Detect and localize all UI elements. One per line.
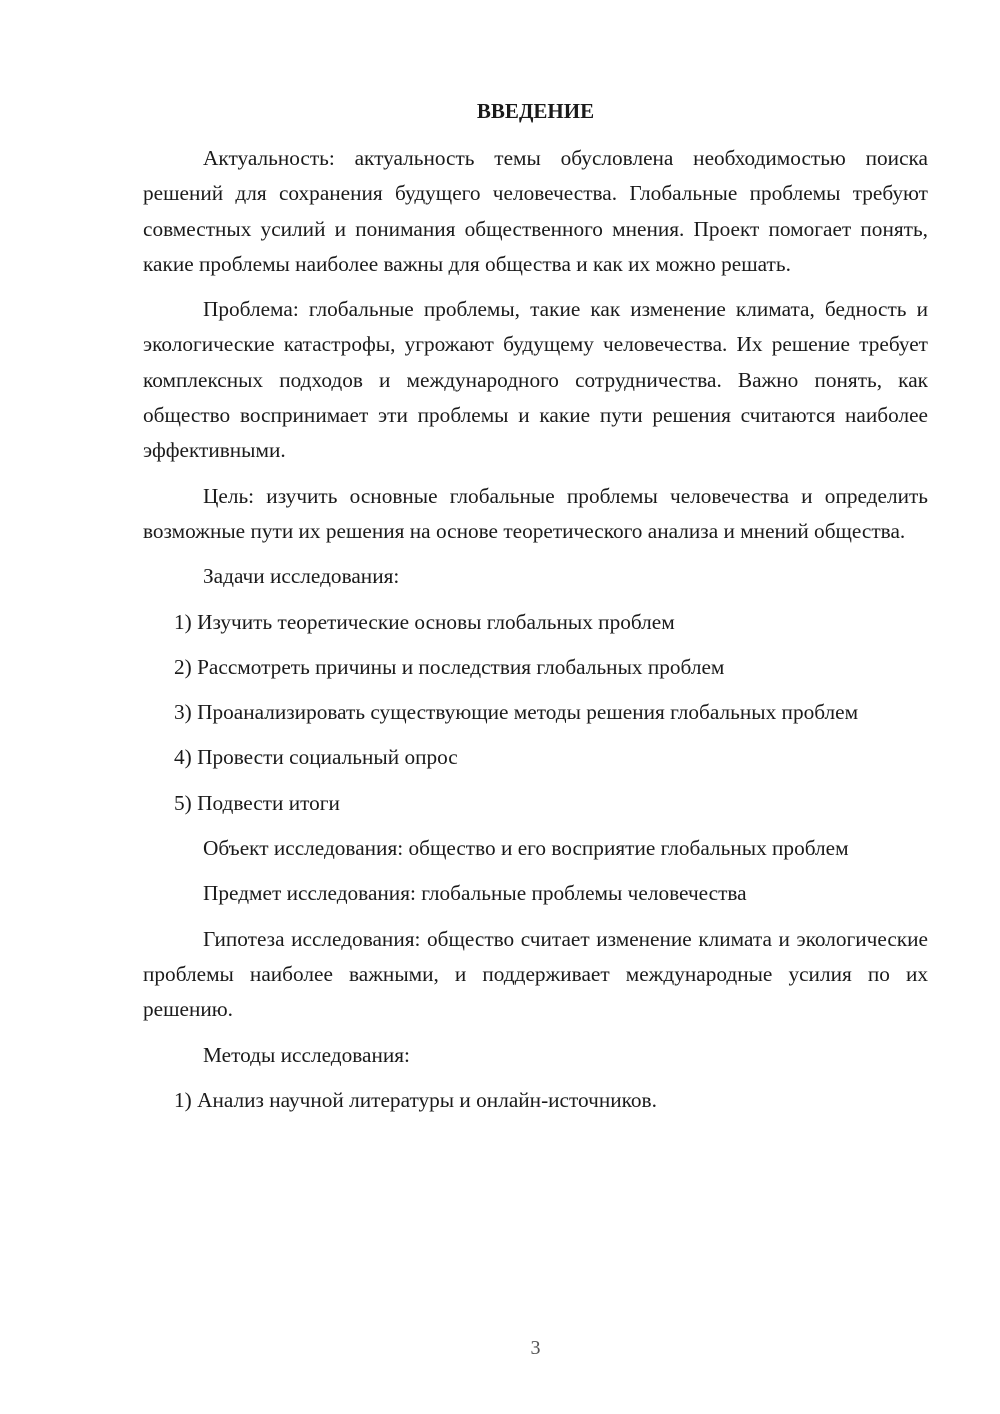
methods-heading: Методы исследования:	[203, 1042, 410, 1067]
page-number: 3	[530, 1337, 541, 1359]
goal-paragraph: Цель: изучить основные глобальные проблемы человечества и определить возможные пути их решения на основе теоретического анализа и мнений общества.	[143, 483, 928, 543]
document-page	[143, 0, 928, 1414]
subject-paragraph: Предмет исследования: глобальные проблемы человечества	[203, 881, 747, 906]
hypothesis-paragraph: Гипотеза исследования: общество считает изменение климата и экологические проблемы наиболее важными, и поддерживает международные усилия по их решению.	[143, 926, 928, 1022]
task-item-5: 5) Подвести итоги	[174, 790, 340, 815]
task-item-2: 2) Рассмотреть причины и последствия глобальных проблем	[174, 654, 725, 679]
task-item-3: 3) Проанализировать существующие методы решения глобальных проблем	[174, 700, 859, 725]
task-item-1: 1) Изучить теоретические основы глобальных проблем	[174, 609, 675, 634]
problem-paragraph: Проблема: глобальные проблемы, такие как изменение климата, бедность и экологические катастрофы, угрожают будущему человечества. Их решение требует комплексных подходов и международного сотрудничества. Важно понять, как общество воспринимает эти проблемы и какие пути решения считаются наиболее эффективными.	[143, 297, 928, 463]
method-item-1: 1) Анализ научной литературы и онлайн-источников.	[174, 1087, 657, 1112]
task-item-4: 4) Провести социальный опрос	[174, 745, 458, 770]
document-body	[143, 141, 928, 1118]
relevance-paragraph: Актуальность: актуальность темы обусловлена необходимостью поиска решений для сохранения будущего человечества. Глобальные проблемы требуют совместных усилий и понимания общественного мнения. Проект помогает понять, какие проблемы наиболее важны для общества и как их можно решать.	[143, 146, 928, 276]
object-paragraph: Объект исследования: общество и его восприятие глобальных проблем	[203, 836, 849, 861]
page-title: ВВЕДЕНИЕ	[476, 99, 595, 123]
tasks-heading: Задачи исследования:	[203, 564, 400, 589]
